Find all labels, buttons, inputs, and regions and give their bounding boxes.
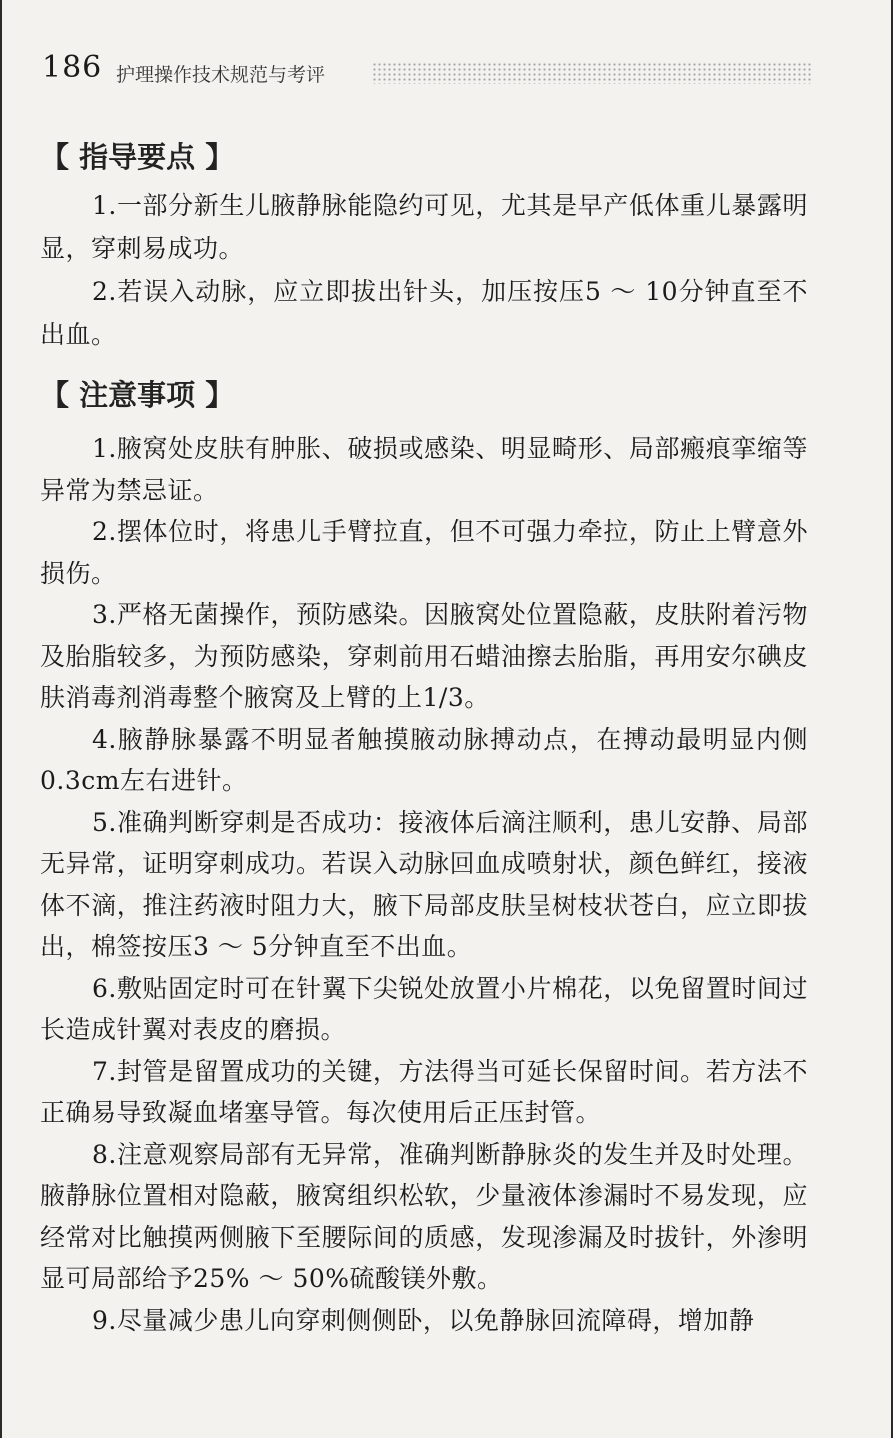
section-precautions xyxy=(40,368,808,1341)
page-number: 186 xyxy=(42,50,103,85)
page-body xyxy=(40,130,808,1341)
paragraph: 1.一部分新生儿腋静脉能隐约可见，尤其是早产低体重儿暴露明显，穿刺易成功。 xyxy=(40,191,808,263)
section-heading: 【 注意事项 】 xyxy=(40,378,235,412)
paragraph: 4.腋静脉暴露不明显者触摸腋动脉搏动点，在搏动最明显内侧0.3cm左右进针。 xyxy=(40,724,808,795)
paragraph: 8.注意观察局部有无异常，准确判断静脉炎的发生并及时处理。腋静脉位置相对隐蔽，腋窝组织松软，少量液体渗漏时不易发现，应经常对比触摸两侧腋下至腰际间的质感，发现渗漏及时拔针，外渗明显可局部给予25% ～ 50%硫酸镁外敷。 xyxy=(40,1139,808,1293)
paragraph: 2.摆体位时，将患儿手臂拉直，但不可强力牵拉，防止上臂意外损伤。 xyxy=(40,517,808,588)
paragraph: 3.严格无菌操作，预防感染。因腋窝处位置隐蔽，皮肤附着污物及胎脂较多，为预防感染，穿刺前用石蜡油擦去胎脂，再用安尔碘皮肤消毒剂消毒整个腋窝及上臂的上1/3。 xyxy=(40,600,808,712)
paragraph: 2.若误入动脉，应立即拔出针头，加压按压5 ～ 10分钟直至不出血。 xyxy=(40,277,808,349)
paragraph: 5.准确判断穿刺是否成功：接液体后滴注顺利，患儿安静、局部无异常，证明穿刺成功。若误入动脉回血成喷射状，颜色鲜红，接液体不滴，推注药液时阻力大，腋下局部皮肤呈树枝状苍白，应立即拔出，棉签按压3 ～ 5分钟直至不出血。 xyxy=(40,807,808,961)
page-edge-left xyxy=(0,0,2,1438)
paragraph: 1.腋窝处皮肤有肿胀、破损或感染、明显畸形、局部瘢痕挛缩等异常为禁忌证。 xyxy=(40,434,808,505)
paragraph: 7.封管是留置成功的关键，方法得当可延长保留时间。若方法不正确易导致凝血堵塞导管。每次使用后正压封管。 xyxy=(40,1056,808,1127)
page-header xyxy=(42,48,822,98)
book-title: 护理操作技术规范与考评 xyxy=(116,64,326,86)
paragraph: 9.尽量减少患儿向穿刺侧侧卧，以免静脉回流障碍，增加静 xyxy=(92,1305,755,1335)
section-heading: 【 指导要点 】 xyxy=(40,140,235,174)
paragraph: 6.敷贴固定时可在针翼下尖锐处放置小片棉花，以免留置时间过长造成针翼对表皮的磨损。 xyxy=(40,973,808,1044)
section-guidance xyxy=(40,130,808,356)
header-dot-pattern xyxy=(372,62,812,84)
